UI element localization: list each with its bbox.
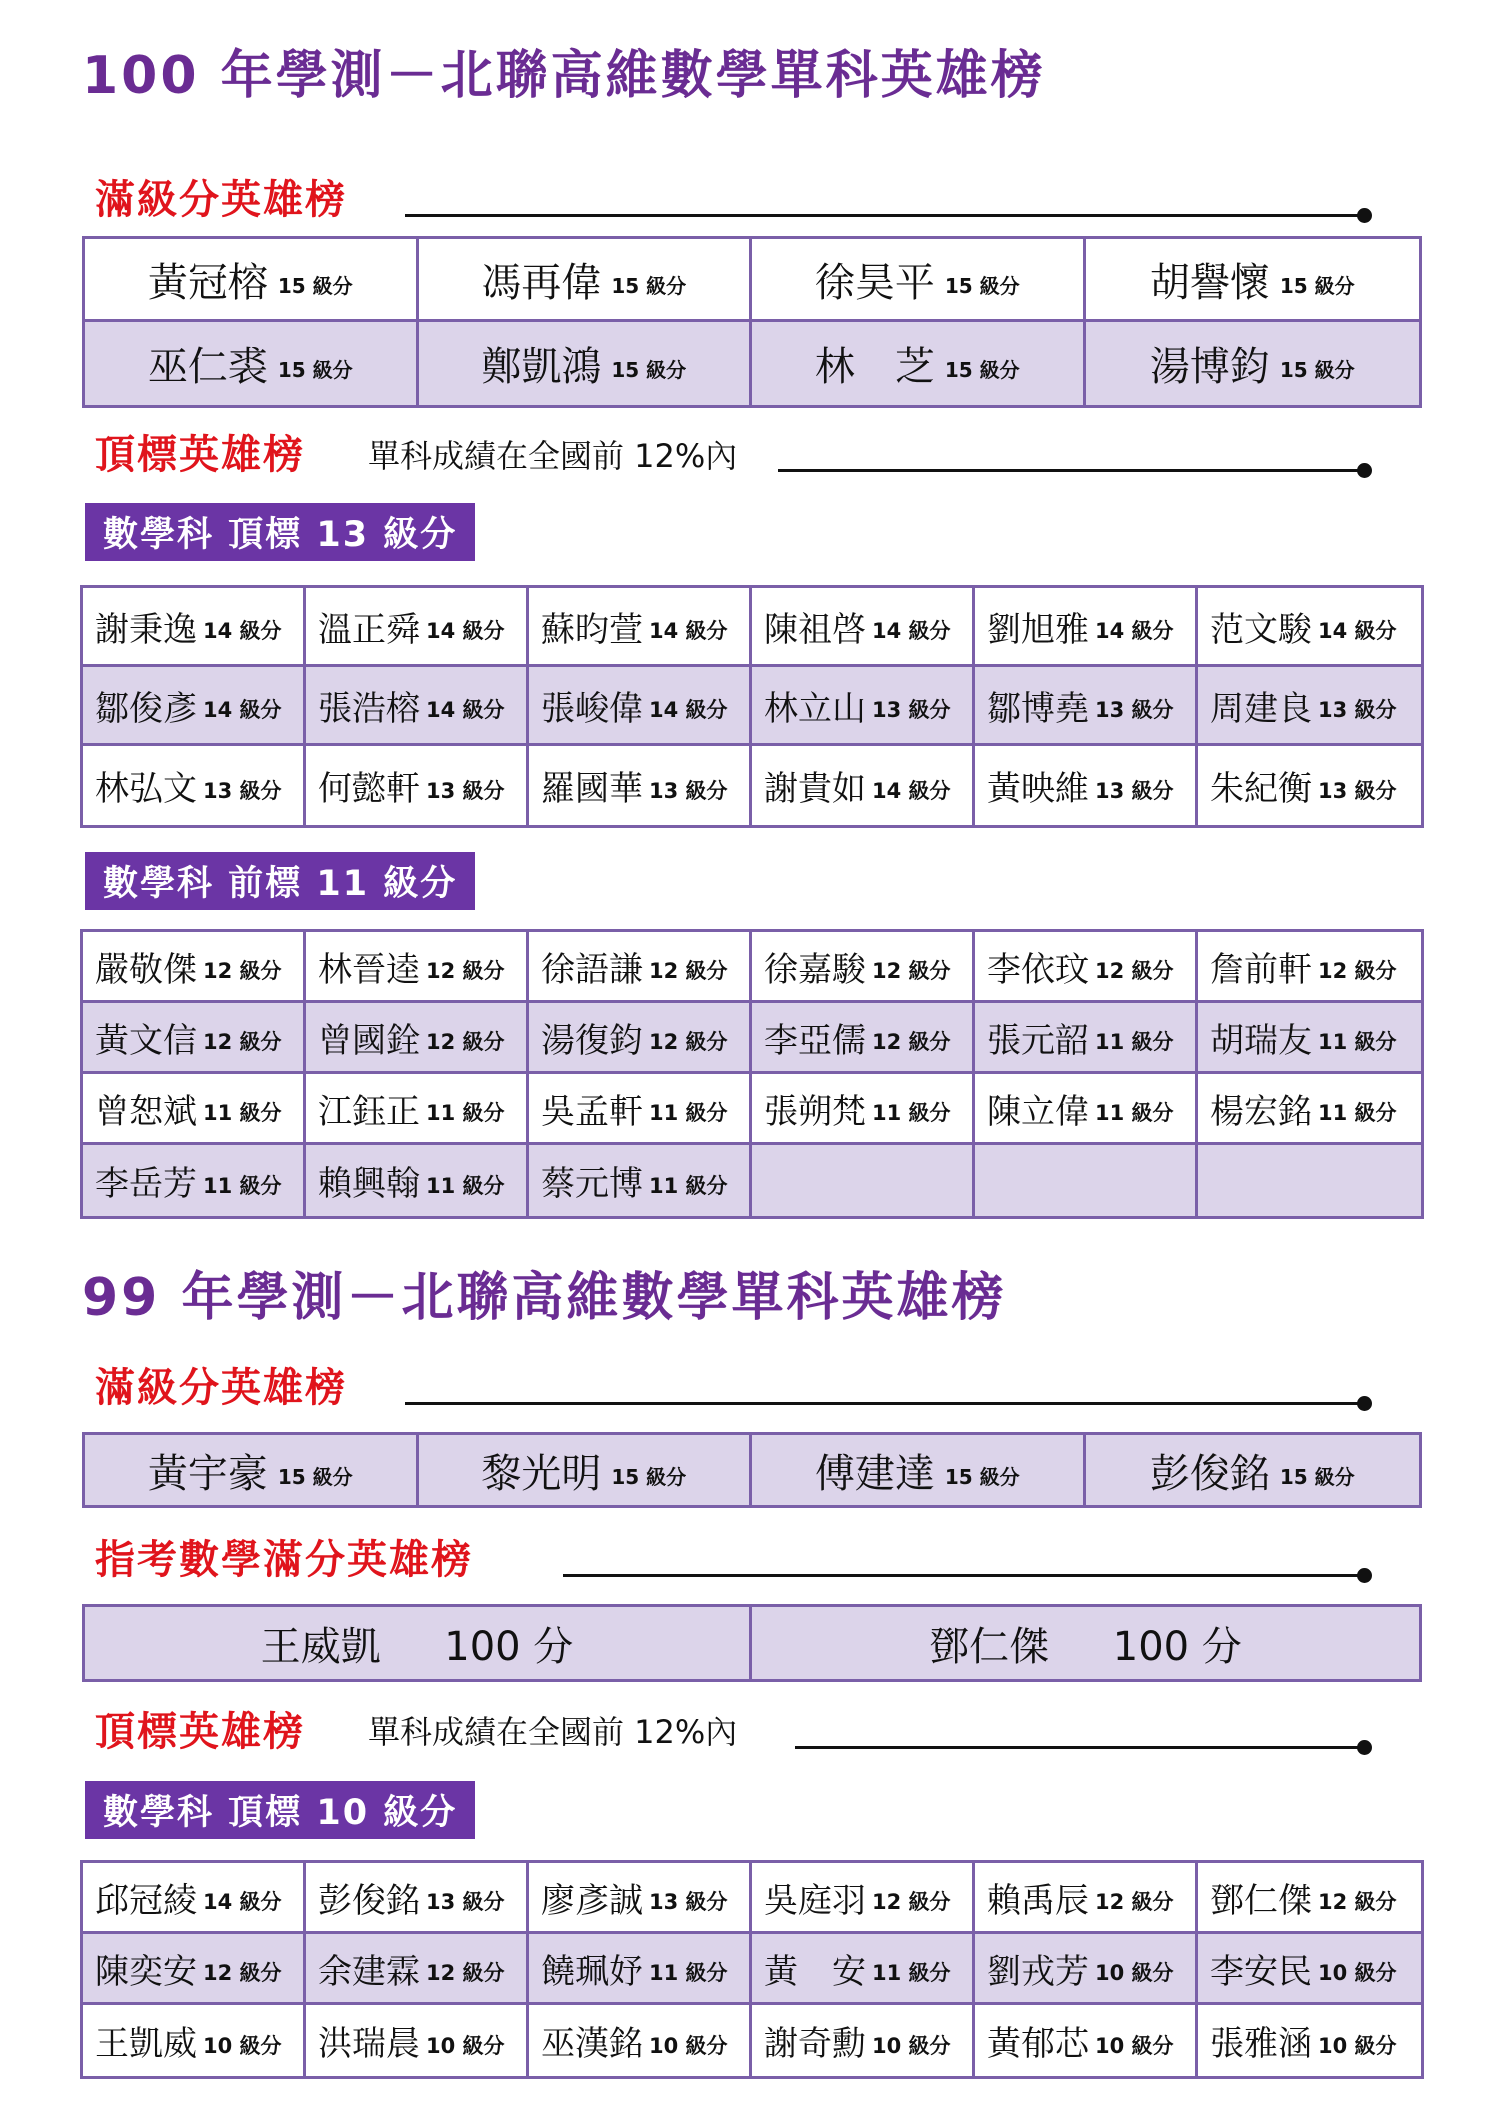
student-cell (83, 1003, 306, 1074)
student-score: 12 級分 (649, 1030, 728, 1054)
student-name: 張峻偉 (541, 688, 643, 729)
student-cell (529, 667, 752, 746)
student-score: 14 級分 (1095, 619, 1174, 643)
student-cell (306, 667, 529, 746)
student-name: 曾恕斌 (95, 1091, 197, 1132)
student-cell (975, 746, 1198, 825)
student-cell (1198, 2005, 1421, 2076)
student-name: 江鈺正 (318, 1091, 420, 1132)
student-score: 14 級分 (203, 698, 282, 722)
math-front-standard-badge-100: 數學科 前標 11 級分 (85, 852, 475, 910)
student-score: 14 級分 (649, 619, 728, 643)
full-score-table-100 (82, 236, 1422, 408)
student-cell (975, 932, 1198, 1003)
student-score: 14 級分 (203, 619, 282, 643)
student-name: 李依玟 (987, 949, 1089, 990)
student-name: 湯復鈞 (541, 1020, 643, 1061)
student-name: 劉旭雅 (987, 609, 1089, 650)
student-score: 14 級分 (426, 698, 505, 722)
student-cell (83, 2005, 306, 2076)
student-cell (1198, 1863, 1421, 1934)
student-name: 李安民 (1210, 1951, 1312, 1992)
student-cell (306, 1145, 529, 1216)
student-cell (85, 1435, 419, 1505)
student-score: 10 級分 (1095, 2033, 1174, 2058)
math-top-standard-badge-100: 數學科 頂標 13 級分 (85, 503, 475, 561)
student-name: 黃郁芯 (987, 2024, 1089, 2064)
student-score: 13 級分 (872, 698, 951, 722)
student-score: 11 級分 (872, 1101, 951, 1125)
student-name: 陳奕安 (95, 1951, 197, 1992)
student-cell (306, 746, 529, 825)
student-score: 12 級分 (203, 1030, 282, 1054)
student-score: 10 級分 (1318, 2033, 1397, 2058)
student-score: 15 級分 (1279, 1464, 1355, 1489)
student-score: 14 級分 (203, 1890, 282, 1914)
student-score: 12 級分 (426, 959, 505, 983)
student-score: 12 級分 (872, 959, 951, 983)
student-score: 15 級分 (277, 273, 353, 298)
student-score: 14 級分 (872, 619, 951, 643)
student-score: 11 級分 (203, 1173, 282, 1198)
student-cell (419, 1435, 753, 1505)
student-score: 12 級分 (1095, 1890, 1174, 1914)
student-name: 洪瑞晨 (318, 2024, 420, 2064)
student-name: 陳立偉 (987, 1091, 1089, 1132)
student-score: 14 級分 (872, 778, 951, 803)
student-score: 13 級分 (1318, 698, 1397, 722)
student-cell (752, 746, 975, 825)
student-score: 11 級分 (426, 1101, 505, 1125)
student-cell (975, 1003, 1198, 1074)
student-score: 12 級分 (649, 959, 728, 983)
student-score: 15 級分 (1279, 273, 1355, 298)
zhikao-entry: 王威凱 100 分 (85, 1607, 752, 1679)
student-cell (529, 588, 752, 667)
student-name: 廖彥誠 (541, 1880, 643, 1921)
student-cell (85, 322, 419, 405)
student-score: 15 級分 (277, 358, 353, 382)
student-name: 劉戎芳 (987, 1951, 1089, 1992)
divider-line (405, 214, 1365, 217)
student-cell (752, 667, 975, 746)
student-score: 15 級分 (611, 358, 687, 382)
student-name: 鄒俊彥 (95, 688, 197, 729)
student-cell (752, 1934, 975, 2005)
student-score: 14 級分 (649, 698, 728, 722)
math-top-standard-badge-99: 數學科 頂標 10 級分 (85, 1781, 475, 1839)
student-cell (83, 667, 306, 746)
student-name: 賴興翰 (318, 1164, 420, 1204)
student-cell (529, 746, 752, 825)
student-score: 12 級分 (426, 1961, 505, 1985)
student-name: 巫仁裘 (147, 344, 268, 390)
student-name: 楊宏銘 (1210, 1091, 1312, 1132)
student-cell (83, 1074, 306, 1145)
student-cell (83, 1863, 306, 1934)
student-cell (975, 1074, 1198, 1145)
student-name: 陳祖啓 (764, 609, 866, 650)
student-score: 13 級分 (203, 778, 282, 803)
student-name: 湯博鈞 (1149, 344, 1270, 390)
student-name: 張浩榕 (318, 688, 420, 729)
student-name: 李亞儒 (764, 1020, 866, 1061)
student-score: 12 級分 (203, 1961, 282, 1985)
student-name: 何懿軒 (318, 769, 420, 809)
top-standard-note-100: 單科成績在全國前 12%內 (368, 437, 738, 475)
student-cell (306, 1003, 529, 1074)
student-name: 吳孟軒 (541, 1091, 643, 1132)
student-score: 12 級分 (1095, 959, 1174, 983)
student-cell (752, 322, 1086, 405)
student-cell (1198, 932, 1421, 1003)
zhikao-table-99 (82, 1604, 1422, 1682)
student-score: 12 級分 (203, 959, 282, 983)
student-cell (83, 932, 306, 1003)
student-cell (419, 322, 753, 405)
student-score: 10 級分 (426, 2033, 505, 2058)
student-score: 10 級分 (203, 2033, 282, 2058)
student-name: 徐昊平 (814, 259, 935, 306)
student-cell (529, 1003, 752, 1074)
student-name: 巫漢銘 (541, 2024, 643, 2064)
student-name: 林立山 (764, 688, 866, 729)
student-cell (529, 932, 752, 1003)
student-name: 林 芝 (814, 344, 935, 390)
divider-line (778, 469, 1365, 472)
student-score: 11 級分 (426, 1173, 505, 1198)
student-score: 13 級分 (1318, 778, 1397, 803)
student-name: 馮再偉 (481, 259, 602, 306)
student-score: 15 級分 (944, 358, 1020, 382)
student-score: 10 級分 (1318, 1961, 1397, 1985)
student-name: 謝秉逸 (95, 609, 197, 650)
student-cell (306, 1074, 529, 1145)
student-name: 黃映維 (987, 769, 1089, 809)
student-name: 黃冠榕 (147, 259, 268, 306)
empty-cell (1198, 1145, 1421, 1216)
zhikao-entry: 鄧仁傑 100 分 (929, 1623, 1242, 1670)
student-score: 12 級分 (1318, 959, 1397, 983)
student-score: 15 級分 (944, 1464, 1020, 1489)
student-name: 張朔梵 (764, 1091, 866, 1132)
full-score-heading-99: 滿級分英雄榜 (95, 1365, 347, 1411)
student-cell (975, 667, 1198, 746)
student-score: 11 級分 (203, 1101, 282, 1125)
student-name: 范文駿 (1210, 609, 1312, 650)
title-100: 100 年學測－北聯高維數學單科英雄榜 (82, 46, 1046, 106)
student-score: 10 級分 (1095, 1961, 1174, 1985)
student-cell (529, 1863, 752, 1934)
student-cell (752, 588, 975, 667)
student-cell (85, 239, 419, 322)
top-standard-heading-100: 頂標英雄榜 (95, 432, 305, 478)
empty-cell (752, 1145, 975, 1216)
student-cell (529, 1074, 752, 1145)
student-name: 余建霖 (318, 1951, 420, 1992)
student-cell (752, 1003, 975, 1074)
student-score: 13 級分 (426, 1890, 505, 1914)
student-name: 蔡元博 (541, 1164, 643, 1204)
student-name: 詹前軒 (1210, 949, 1312, 990)
student-score: 11 級分 (1095, 1030, 1174, 1054)
student-name: 胡瑞友 (1210, 1020, 1312, 1061)
student-cell (1198, 1934, 1421, 2005)
student-name: 謝奇勳 (764, 2024, 866, 2064)
student-cell (1198, 746, 1421, 825)
student-score: 10 級分 (649, 2033, 728, 2058)
student-score: 11 級分 (1095, 1101, 1174, 1125)
student-name: 鄭凱鴻 (481, 344, 602, 390)
student-score: 12 級分 (872, 1890, 951, 1914)
student-name: 黃宇豪 (147, 1450, 268, 1497)
student-cell (529, 2005, 752, 2076)
student-score: 12 級分 (426, 1030, 505, 1054)
student-name: 羅國華 (541, 769, 643, 809)
zhikao-heading-99: 指考數學滿分英雄榜 (95, 1537, 473, 1583)
student-name: 彭俊銘 (318, 1880, 420, 1921)
student-score: 11 級分 (649, 1173, 728, 1198)
student-name: 黎光明 (481, 1450, 602, 1497)
student-cell (1198, 1074, 1421, 1145)
divider-line (563, 1574, 1365, 1577)
student-cell (306, 1934, 529, 2005)
student-score: 13 級分 (649, 778, 728, 803)
student-cell (975, 2005, 1198, 2076)
student-score: 11 級分 (872, 1961, 951, 1985)
student-name: 李岳芳 (95, 1164, 197, 1204)
student-name: 林晉逵 (318, 949, 420, 990)
student-cell (752, 1435, 1086, 1505)
student-cell (83, 588, 306, 667)
student-score: 15 級分 (611, 273, 687, 298)
student-cell (975, 1934, 1198, 2005)
full-score-heading-100: 滿級分英雄榜 (95, 177, 347, 223)
student-score: 12 級分 (872, 1030, 951, 1054)
student-cell (1198, 1003, 1421, 1074)
student-cell (83, 1145, 306, 1216)
top-standard-table-100 (80, 585, 1424, 828)
student-score: 11 級分 (649, 1961, 728, 1985)
student-score: 14 級分 (426, 619, 505, 643)
student-score: 14 級分 (1318, 619, 1397, 643)
student-score: 13 級分 (426, 778, 505, 803)
student-name: 謝貴如 (764, 769, 866, 809)
title-99: 99 年學測－北聯高維數學單科英雄榜 (82, 1268, 1007, 1328)
student-cell (1086, 322, 1420, 405)
student-name: 饒珮妤 (541, 1951, 643, 1992)
student-name: 嚴敬傑 (95, 949, 197, 990)
student-name: 張雅涵 (1210, 2024, 1312, 2064)
student-score: 13 級分 (1095, 698, 1174, 722)
student-cell (83, 1934, 306, 2005)
student-name: 曾國銓 (318, 1020, 420, 1061)
student-name: 賴禹辰 (987, 1880, 1089, 1921)
student-cell (529, 1145, 752, 1216)
student-score: 15 級分 (1279, 358, 1355, 382)
student-cell (1198, 667, 1421, 746)
student-cell (752, 1074, 975, 1145)
student-score: 11 級分 (649, 1101, 728, 1125)
student-cell (752, 1863, 975, 1934)
student-name: 黃文信 (95, 1020, 197, 1061)
empty-cell (975, 1145, 1198, 1216)
student-name: 朱紀衡 (1210, 769, 1312, 809)
top-standard-heading-99: 頂標英雄榜 (95, 1709, 305, 1755)
student-name: 鄧仁傑 (1210, 1880, 1312, 1921)
student-score: 15 級分 (277, 1464, 353, 1489)
student-name: 胡譽懷 (1149, 259, 1270, 306)
student-score: 13 級分 (649, 1890, 728, 1914)
student-cell (419, 239, 753, 322)
student-score: 15 級分 (944, 273, 1020, 298)
top-standard-note-99: 單科成績在全國前 12%內 (368, 1713, 738, 1751)
student-name: 林弘文 (95, 769, 197, 809)
student-cell (975, 1863, 1198, 1934)
student-name: 蘇昀萱 (541, 609, 643, 650)
student-cell (306, 588, 529, 667)
divider-line (795, 1746, 1365, 1749)
student-name: 張元韶 (987, 1020, 1089, 1061)
student-name: 吳庭羽 (764, 1880, 866, 1921)
student-name: 徐嘉駿 (764, 949, 866, 990)
student-cell (1086, 239, 1420, 322)
student-cell (1198, 588, 1421, 667)
student-cell (1086, 1435, 1420, 1505)
full-score-table-99 (82, 1432, 1422, 1508)
student-name: 傅建達 (814, 1450, 935, 1497)
student-name: 彭俊銘 (1149, 1450, 1270, 1497)
student-cell (752, 2005, 975, 2076)
student-cell (529, 1934, 752, 2005)
student-score: 15 級分 (611, 1464, 687, 1489)
student-score: 13 級分 (1095, 778, 1174, 803)
student-name: 溫正舜 (318, 609, 420, 650)
top-standard-table-99 (80, 1860, 1424, 2079)
student-cell (306, 2005, 529, 2076)
divider-line (405, 1402, 1365, 1405)
student-name: 王凱威 (95, 2024, 197, 2064)
front-standard-table-100 (80, 929, 1424, 1219)
student-cell (752, 932, 975, 1003)
student-cell (83, 746, 306, 825)
student-score: 10 級分 (872, 2033, 951, 2058)
student-name: 周建良 (1210, 688, 1312, 729)
student-score: 11 級分 (1318, 1030, 1397, 1054)
student-score: 11 級分 (1318, 1101, 1397, 1125)
student-name: 徐語謙 (541, 949, 643, 990)
student-score: 12 級分 (1318, 1890, 1397, 1914)
student-cell (306, 932, 529, 1003)
student-cell (752, 239, 1086, 322)
student-name: 鄒博堯 (987, 688, 1089, 729)
student-name: 黃 安 (764, 1951, 866, 1992)
student-name: 邱冠綾 (95, 1880, 197, 1921)
student-cell (306, 1863, 529, 1934)
student-cell (975, 588, 1198, 667)
